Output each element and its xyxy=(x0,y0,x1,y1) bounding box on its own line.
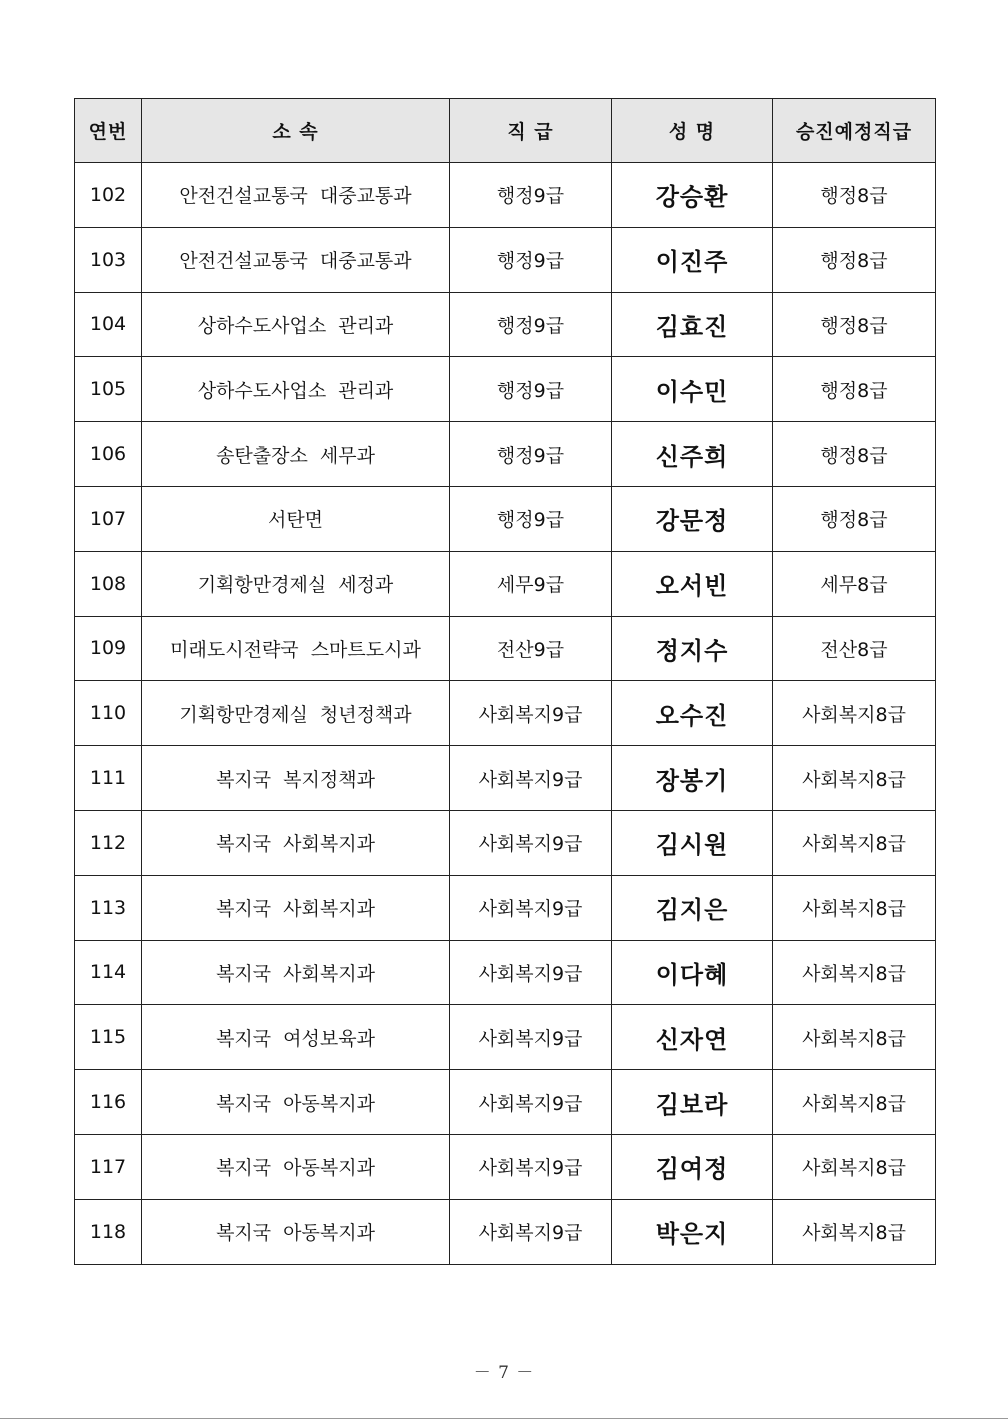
table-row xyxy=(75,486,936,551)
cell-name: 김보라 xyxy=(612,1070,773,1135)
cell-name: 오서빈 xyxy=(612,551,773,616)
cell-no: 107 xyxy=(75,486,142,551)
cell-dept: 미래도시전략국 스마트도시과 xyxy=(142,616,450,681)
table-row xyxy=(75,422,936,487)
cell-grade: 행정9급 xyxy=(450,422,612,487)
table-header-row xyxy=(75,99,936,163)
page-number: － 7 － xyxy=(473,1363,535,1383)
cell-no: 113 xyxy=(75,875,142,940)
table-row xyxy=(75,163,936,228)
cell-promo: 세무8급 xyxy=(773,551,936,616)
cell-promo: 사회복지8급 xyxy=(773,875,936,940)
header-dept: 소 속 xyxy=(142,99,450,163)
cell-grade: 행정9급 xyxy=(450,486,612,551)
table-row xyxy=(75,551,936,616)
table-row xyxy=(75,227,936,292)
table-row xyxy=(75,292,936,357)
cell-promo: 사회복지8급 xyxy=(773,1199,936,1264)
cell-no: 103 xyxy=(75,227,142,292)
cell-promo: 사회복지8급 xyxy=(773,746,936,811)
cell-name: 강문정 xyxy=(612,486,773,551)
cell-name: 이다혜 xyxy=(612,940,773,1005)
cell-no: 102 xyxy=(75,163,142,228)
cell-name: 김시원 xyxy=(612,810,773,875)
cell-no: 115 xyxy=(75,1005,142,1070)
table-row xyxy=(75,1199,936,1264)
table-row xyxy=(75,746,936,811)
cell-promo: 사회복지8급 xyxy=(773,1070,936,1135)
cell-grade: 사회복지9급 xyxy=(450,875,612,940)
cell-dept: 안전건설교통국 대중교통과 xyxy=(142,163,450,228)
cell-promo: 행정8급 xyxy=(773,163,936,228)
header-name: 성 명 xyxy=(612,99,773,163)
cell-grade: 사회복지9급 xyxy=(450,1070,612,1135)
cell-no: 110 xyxy=(75,681,142,746)
table-row xyxy=(75,1005,936,1070)
cell-promo: 사회복지8급 xyxy=(773,681,936,746)
cell-dept: 복지국 사회복지과 xyxy=(142,940,450,1005)
cell-grade: 사회복지9급 xyxy=(450,1199,612,1264)
cell-grade: 사회복지9급 xyxy=(450,1005,612,1070)
cell-name: 박은지 xyxy=(612,1199,773,1264)
cell-no: 108 xyxy=(75,551,142,616)
cell-dept: 안전건설교통국 대중교통과 xyxy=(142,227,450,292)
table-row xyxy=(75,940,936,1005)
footer-divider xyxy=(0,1418,1008,1419)
cell-promo: 행정8급 xyxy=(773,227,936,292)
cell-dept: 복지국 사회복지과 xyxy=(142,810,450,875)
cell-dept: 기획항만경제실 청년정책과 xyxy=(142,681,450,746)
cell-grade: 사회복지9급 xyxy=(450,1134,612,1199)
cell-no: 109 xyxy=(75,616,142,681)
cell-no: 104 xyxy=(75,292,142,357)
cell-name: 오수진 xyxy=(612,681,773,746)
cell-name: 이진주 xyxy=(612,227,773,292)
cell-promo: 사회복지8급 xyxy=(773,1005,936,1070)
cell-grade: 사회복지9급 xyxy=(450,746,612,811)
cell-no: 114 xyxy=(75,940,142,1005)
table-row xyxy=(75,1134,936,1199)
cell-dept: 송탄출장소 세무과 xyxy=(142,422,450,487)
table-row xyxy=(75,616,936,681)
cell-grade: 전산9급 xyxy=(450,616,612,681)
table-row xyxy=(75,1070,936,1135)
cell-name: 김여정 xyxy=(612,1134,773,1199)
cell-promo: 사회복지8급 xyxy=(773,1134,936,1199)
cell-dept: 복지국 여성보육과 xyxy=(142,1005,450,1070)
header-promo: 승진예정직급 xyxy=(773,99,936,163)
cell-no: 117 xyxy=(75,1134,142,1199)
cell-no: 111 xyxy=(75,746,142,811)
cell-grade: 행정9급 xyxy=(450,357,612,422)
promotion-table xyxy=(74,98,936,1265)
cell-promo: 사회복지8급 xyxy=(773,810,936,875)
cell-dept: 복지국 아동복지과 xyxy=(142,1070,450,1135)
cell-grade: 사회복지9급 xyxy=(450,940,612,1005)
cell-dept: 복지국 아동복지과 xyxy=(142,1134,450,1199)
cell-no: 105 xyxy=(75,357,142,422)
cell-name: 신자연 xyxy=(612,1005,773,1070)
cell-grade: 행정9급 xyxy=(450,227,612,292)
cell-promo: 행정8급 xyxy=(773,292,936,357)
cell-no: 118 xyxy=(75,1199,142,1264)
cell-name: 장봉기 xyxy=(612,746,773,811)
cell-grade: 세무9급 xyxy=(450,551,612,616)
cell-grade: 사회복지9급 xyxy=(450,810,612,875)
table-row xyxy=(75,875,936,940)
cell-promo: 전산8급 xyxy=(773,616,936,681)
cell-dept: 복지국 복지정책과 xyxy=(142,746,450,811)
cell-grade: 행정9급 xyxy=(450,163,612,228)
table-row xyxy=(75,810,936,875)
table-row xyxy=(75,681,936,746)
cell-promo: 사회복지8급 xyxy=(773,940,936,1005)
table-row xyxy=(75,357,936,422)
cell-grade: 행정9급 xyxy=(450,292,612,357)
cell-dept: 상하수도사업소 관리과 xyxy=(142,357,450,422)
cell-no: 112 xyxy=(75,810,142,875)
cell-dept: 기획항만경제실 세정과 xyxy=(142,551,450,616)
cell-name: 정지수 xyxy=(612,616,773,681)
cell-dept: 서탄면 xyxy=(142,486,450,551)
cell-promo: 행정8급 xyxy=(773,422,936,487)
cell-promo: 행정8급 xyxy=(773,357,936,422)
cell-name: 강승환 xyxy=(612,163,773,228)
cell-name: 신주희 xyxy=(612,422,773,487)
cell-promo: 행정8급 xyxy=(773,486,936,551)
cell-grade: 사회복지9급 xyxy=(450,681,612,746)
cell-no: 106 xyxy=(75,422,142,487)
header-no: 연번 xyxy=(75,99,142,163)
cell-no: 116 xyxy=(75,1070,142,1135)
header-grade: 직 급 xyxy=(450,99,612,163)
cell-dept: 상하수도사업소 관리과 xyxy=(142,292,450,357)
cell-dept: 복지국 사회복지과 xyxy=(142,875,450,940)
cell-dept: 복지국 아동복지과 xyxy=(142,1199,450,1264)
cell-name: 이수민 xyxy=(612,357,773,422)
cell-name: 김효진 xyxy=(612,292,773,357)
cell-name: 김지은 xyxy=(612,875,773,940)
